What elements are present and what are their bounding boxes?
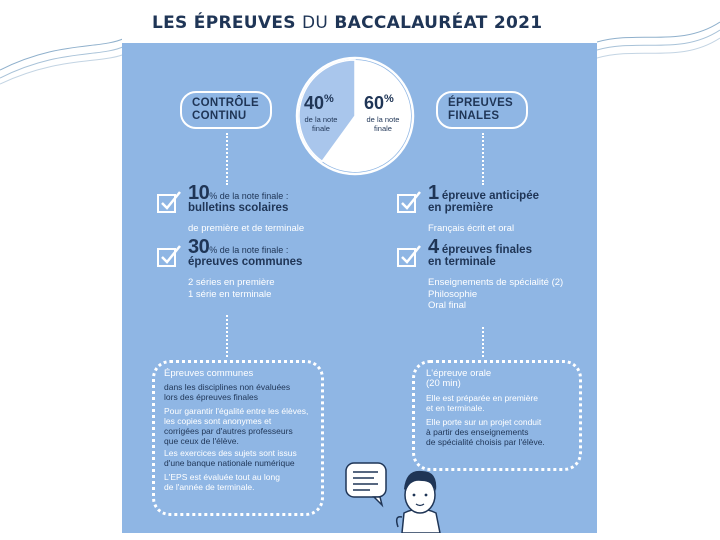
title-part-3: BACCALAURÉAT 2021 bbox=[334, 13, 543, 33]
item-sub-line: Philosophie bbox=[428, 288, 478, 300]
item-number: 4 bbox=[428, 236, 439, 258]
bubble-line: lors des épreuves finales bbox=[164, 392, 259, 402]
pie-right-caption: de la note finale bbox=[366, 115, 400, 133]
item-head-rest: de la note finale : bbox=[217, 191, 289, 201]
bubble-line: corrigées par d'autres professeurs bbox=[164, 426, 293, 436]
bubble-line: Pour garantir l'égalité entre les élèves, bbox=[164, 406, 309, 416]
bubble-title: (20 min) bbox=[426, 378, 461, 389]
label-line: FINALES bbox=[448, 110, 500, 122]
checkbox-icon bbox=[156, 243, 182, 269]
item-30-percent-sub bbox=[188, 277, 275, 300]
item-head-rest: de la note finale : bbox=[217, 245, 289, 255]
item-sub-line: Français écrit et oral bbox=[428, 223, 515, 234]
bubble-line: et en terminale. bbox=[426, 403, 485, 413]
bubble-line: Les exercices des sujets sont issus bbox=[164, 448, 297, 458]
item-sub-line: de première et de terminale bbox=[188, 223, 305, 234]
infographic bbox=[122, 7, 597, 533]
connector-dots bbox=[482, 327, 484, 357]
item-final-exams-head bbox=[428, 236, 532, 268]
bubble-title: L'épreuve orale bbox=[426, 368, 492, 379]
item-10-percent-head bbox=[188, 182, 289, 214]
item-unit: % bbox=[209, 245, 218, 255]
bubble-line: que ceux de l'élève. bbox=[164, 436, 239, 446]
item-anticipated-exam-sub bbox=[428, 223, 514, 235]
bubble-line: de l'année de terminale. bbox=[164, 482, 255, 492]
title-part-1: LES ÉPREUVES bbox=[152, 13, 296, 33]
pie-left-percent bbox=[304, 93, 334, 114]
common-exams-text bbox=[164, 369, 314, 492]
student-illustration bbox=[344, 457, 454, 533]
percent-sign: % bbox=[384, 93, 394, 105]
item-number: 1 bbox=[428, 182, 439, 204]
bubble-line: à partir des enseignements bbox=[426, 427, 529, 437]
bubble-line: L'EPS est évaluée tout au long bbox=[164, 472, 280, 482]
item-head-line: épreuves finales bbox=[441, 244, 532, 256]
checkbox-icon bbox=[396, 243, 422, 269]
oral-exam-text bbox=[426, 369, 574, 447]
item-sub-line: Enseignements de spécialité (2) bbox=[428, 277, 564, 288]
item-sub-line: 1 série en terminale bbox=[188, 288, 272, 300]
bubble-title: Épreuves communes bbox=[164, 368, 254, 379]
bubble-line: Elle est préparée en première bbox=[426, 393, 538, 403]
speech-bubble-icon bbox=[346, 463, 386, 497]
label-line: CONTINU bbox=[192, 110, 247, 122]
page-title bbox=[152, 13, 582, 33]
item-final-exams-sub bbox=[428, 277, 563, 312]
checkbox-icon bbox=[156, 189, 182, 215]
pie-right-value: 60 bbox=[364, 93, 385, 113]
title-part-2: DU bbox=[302, 13, 329, 33]
bubble-line: Elle porte sur un projet conduit bbox=[426, 417, 542, 427]
item-sub-line: 2 séries en première bbox=[188, 277, 275, 288]
item-number: 10 bbox=[188, 182, 210, 204]
item-head-line: en première bbox=[428, 202, 494, 214]
item-10-percent-sub bbox=[188, 223, 304, 235]
item-number: 30 bbox=[188, 236, 210, 258]
bubble-line: d'une banque nationale numérique bbox=[164, 458, 295, 468]
item-head-bold: épreuves communes bbox=[188, 256, 303, 268]
item-head-bold: bulletins scolaires bbox=[188, 202, 289, 214]
checkbox-icon bbox=[396, 189, 422, 215]
continuous-assessment-label bbox=[180, 91, 272, 129]
pie-right-percent bbox=[364, 93, 394, 114]
bubble-line: dans les disciplines non évaluées bbox=[164, 382, 291, 392]
item-head-line: épreuve anticipée bbox=[441, 190, 539, 202]
item-anticipated-exam-head bbox=[428, 182, 539, 214]
bubble-line: de spécialité choisis par l'élève. bbox=[426, 437, 545, 447]
pie-left-value: 40 bbox=[304, 93, 325, 113]
percent-sign: % bbox=[324, 93, 334, 105]
connector-dots bbox=[226, 133, 228, 185]
item-unit: % bbox=[209, 191, 218, 201]
pie-left-caption: de la note finale bbox=[304, 115, 338, 133]
item-sub-line: Oral final bbox=[428, 300, 467, 311]
label-line: CONTRÔLE bbox=[192, 97, 259, 109]
final-exams-label bbox=[436, 91, 528, 129]
item-head-line: en terminale bbox=[428, 256, 496, 268]
connector-dots bbox=[226, 315, 228, 357]
title-band bbox=[122, 7, 597, 43]
label-line: ÉPREUVES bbox=[448, 97, 514, 109]
bubble-line: les copies sont anonymes et bbox=[164, 416, 272, 426]
connector-dots bbox=[482, 133, 484, 185]
item-30-percent-head bbox=[188, 236, 303, 268]
